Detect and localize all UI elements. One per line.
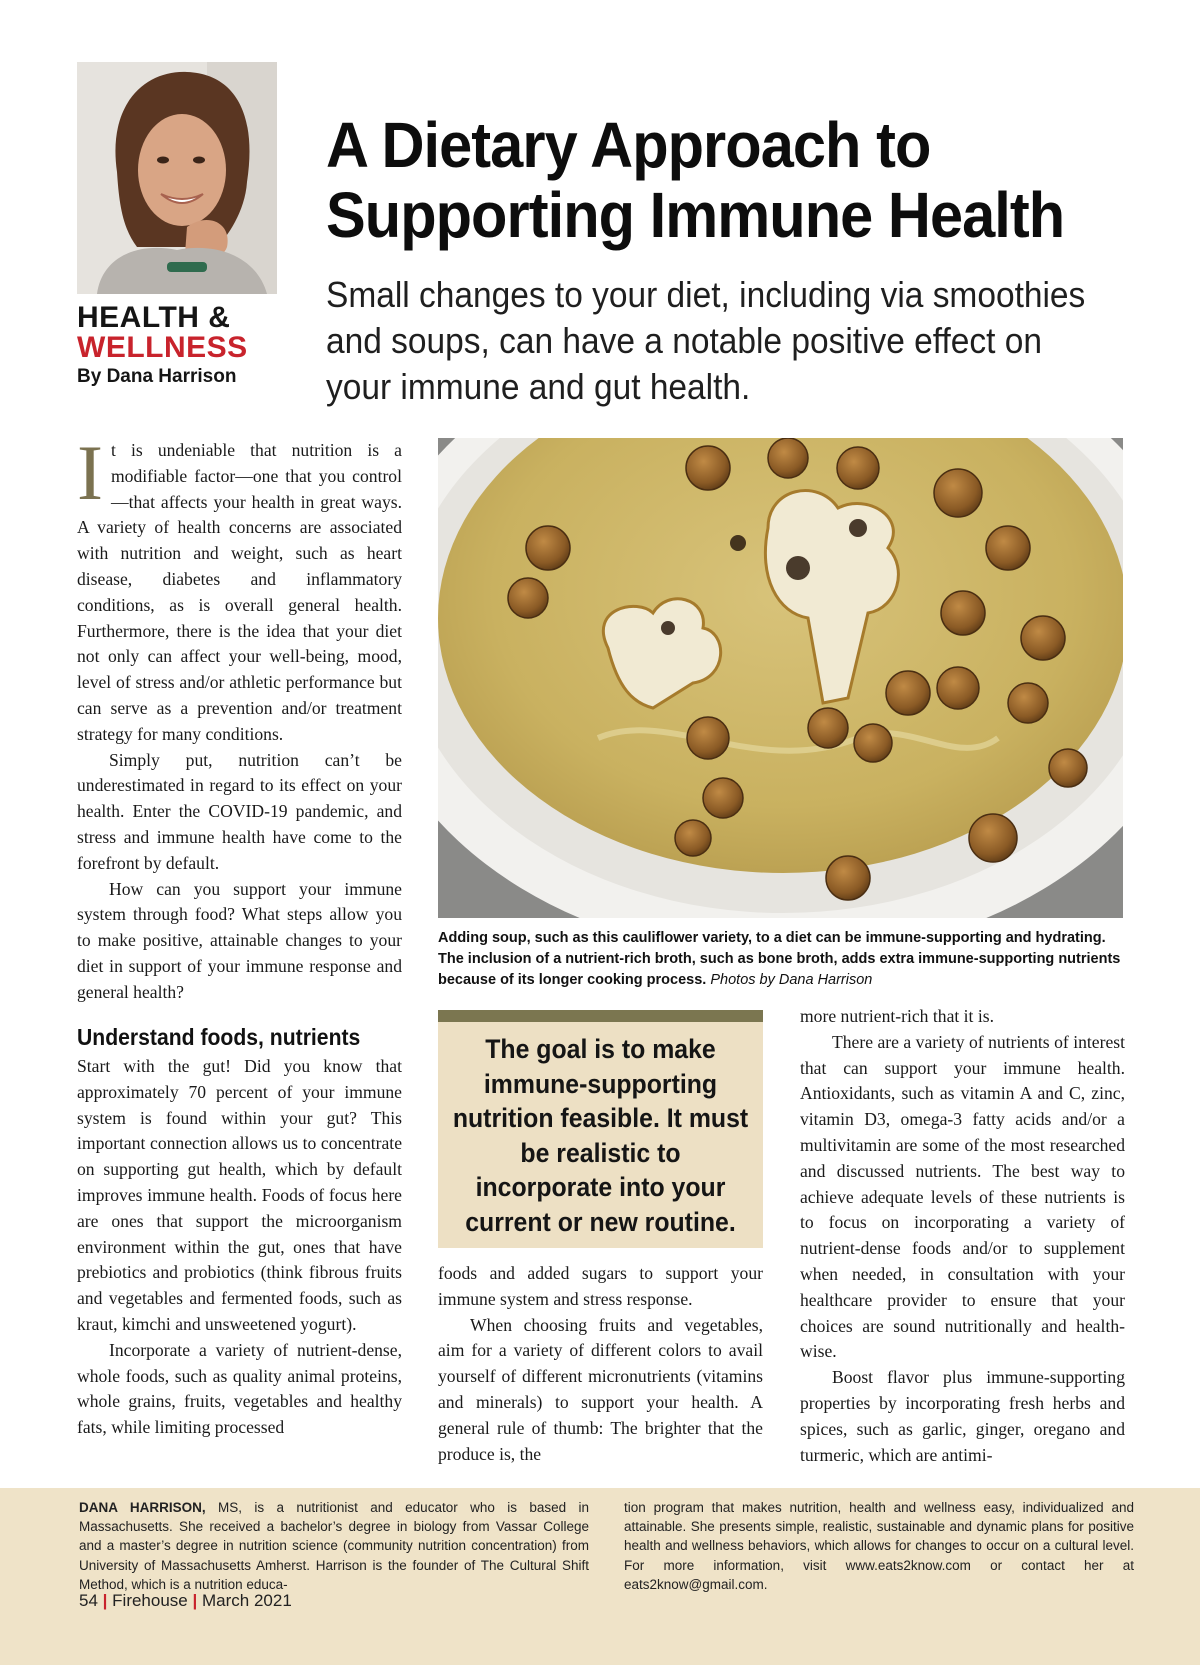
page-number: 54 <box>79 1591 98 1610</box>
paragraph-text: t is undeniable that nutrition is a modifiable factor—one that you control—that affects your health in great ways. A variety of health concerns are associated with nutrition and weight, such as heart disease, diabetes and inflammatory conditions, as is overall general health. Furthermore, there is the idea that your diet not only can affect your well-being, mood, level of stress and/or athletic performance but can serve as a prevention and/or treatment strategy for many conditions. <box>77 440 402 744</box>
pullquote-text: The goal is to make immune-supporting nutrition feasible. It must be realistic to incorporate into your current or new routine. <box>452 1034 749 1237</box>
body-column-1-top <box>77 429 402 1006</box>
column-label: HEALTH & <box>77 301 231 334</box>
publication-name: Firehouse <box>112 1591 188 1610</box>
body-paragraph: When choosing fruits and vegetables, aim for a variety of different colors to avail yourself of different micronutrients (vitamins and minerals) to support your health. A general rule of thumb: The brighter that the produce is, the <box>438 1314 763 1464</box>
body-paragraph: foods and added sugars to support your immune system and stress response. <box>438 1263 763 1309</box>
body-paragraph: Boost flavor plus immune-supporting properties by incorporating fresh herbs and spices, such as garlic, ginger, oregano and turmeric, which are antimi- <box>800 1367 1125 1465</box>
body-paragraph: Simply put, nutrition can’t be underestimated in regard to its effect on your health. Enter the COVID-19 pandemic, and stress and immune health have come to the forefront by default. <box>77 749 402 873</box>
folio-separator: | <box>102 1591 108 1610</box>
body-paragraph: Start with the gut! Did you know that approximately 70 percent of your immune system is found within your gut? This important connection allows us to concentrate on supporting gut health, which by default improves immune health. Foods of focus here are ones that support the microorganism environment within the gut, ones that have prebiotics and probiotics (think fibrous fruits and vegetables and fermented foods, such as kraut, kimchi and unsweetened yogurt). <box>77 1056 402 1334</box>
author-bio-right: tion program that makes nutrition, health and wellness easy, individualized and attainable. She presents simple, realistic, sustainable and dynamic plans for positive health and wellness behaviors, which allows for changes to occur on a cultural level. For more information, visit www.eats2know.com or contact her at eats2know@gmail.com. <box>624 1500 1134 1592</box>
body-paragraph: more nutrient-rich that it is. <box>800 1006 994 1026</box>
photo-credit: Photos by Dana Harrison <box>710 972 873 988</box>
photo-caption <box>438 928 1128 991</box>
body-column-2 <box>438 1261 763 1467</box>
column-label-accent: WELLNESS <box>77 331 248 364</box>
page-folio <box>79 1591 292 1611</box>
author-bio-left <box>79 1498 589 1594</box>
byline: By Dana Harrison <box>77 366 237 387</box>
body-paragraph: Incorporate a variety of nutrient-dense, whole foods, such as quality animal proteins, whole grains, fruits, vegetables and healthy fats, while limiting processed <box>77 1339 402 1438</box>
pullquote-rule <box>438 1010 763 1022</box>
body-column-1-bottom <box>77 1054 402 1441</box>
bio-author-name: DANA HARRISON, <box>79 1500 206 1515</box>
body-paragraph: How can you support your immune system through food? What steps allow you to make positive, attainable changes to your diet in support of your immune response and general health? <box>77 878 402 1002</box>
bio-text: MS, is a nutritionist and educator who is based in Massachusetts. She received a bachelor’s degree in biology from Vassar College and a master’s degree in nutrition science (community nutrition concentration) from University of Massachusetts Amherst. Harrison is the founder of The Cultural Shift Method, which is a nutrition educa- <box>79 1500 589 1592</box>
soup-photo <box>438 438 1123 918</box>
drop-cap: I <box>77 429 103 516</box>
headline: A Dietary Approach to Supporting Immune Health <box>326 109 1065 251</box>
issue-date: March 2021 <box>202 1591 292 1610</box>
deck: Small changes to your diet, including via smoothies and soups, can have a notable positive effect on your immune and gut health. <box>326 274 1086 407</box>
subhead: Understand foods, nutrients <box>77 1024 361 1050</box>
body-paragraph: There are a variety of nutrients of interest that can support your immune health. Antioxidants, such as vitamin A and C, zinc, vitamin D3, omega-3 fatty acids and/or a multivitamin are some of the most researched and discussed nutrients. The best way to achieve adequate levels of these nutrients is to focus on incorporating a variety of nutrient-dense foods and/or to supplement when needed, in consultation with your healthcare provider to ensure that your choices are sound nutritionally and health-wise. <box>800 1031 1125 1362</box>
author-photo <box>77 62 277 294</box>
caption-text: Adding soup, such as this cauliflower variety, to a diet can be immune-supporting and hydrating. The inclusion of a nutrient-rich broth, such as bone broth, adds extra immune-supporting nutrients because of its longer cooking process. <box>438 930 1121 988</box>
folio-separator: | <box>192 1591 198 1610</box>
body-column-3 <box>800 1004 1125 1468</box>
body-paragraph <box>77 429 402 748</box>
